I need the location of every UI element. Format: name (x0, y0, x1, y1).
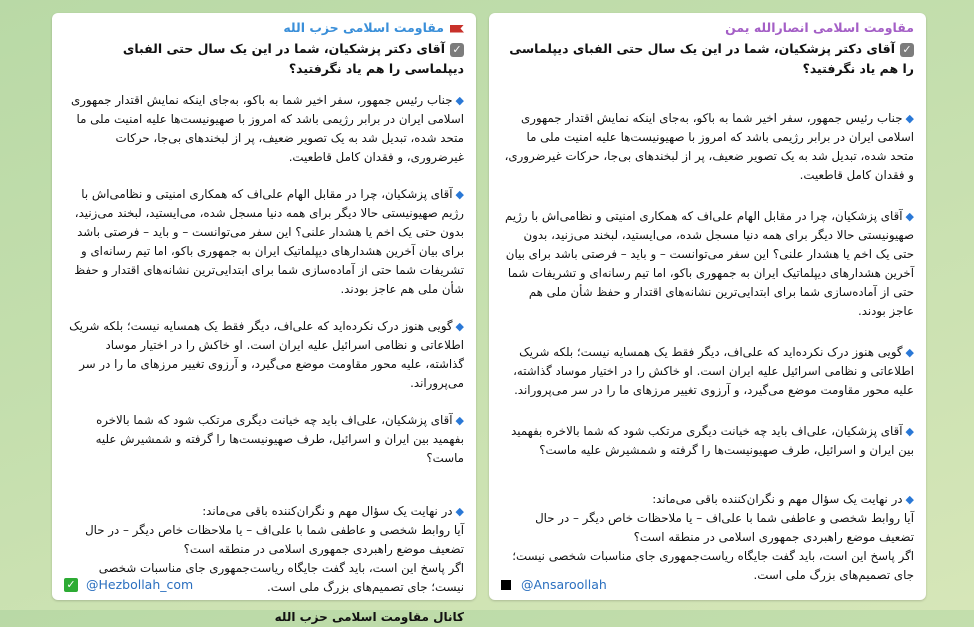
message-card-ansarallah[interactable] (489, 13, 926, 600)
blue-diamond-icon: ◆ (905, 493, 914, 506)
blue-diamond-icon: ◆ (455, 414, 464, 427)
check-box-icon: ✓ (900, 43, 914, 57)
message-card-hezbollah[interactable] (52, 13, 476, 624)
paragraph-3: ◆گویی هنوز درک نکرده‌اید که علی‌اف، دیگر فقط یک همسایه نیست؛ بلکه شریک اطلاعاتی و نظامی اسرائیل علیه ایران است. او خاکش را در اختیار موساد گذاشته، علیه محور مقاومت موضع می‌گیرد، و آرزوی تغییر مرزهای ما را در سر می‌پروراند. (69, 319, 464, 390)
paragraph-5-body: آیا روابط شخصی و عاطفی شما با علی‌اف – یا ملاحظات خاص دیگر – در حال تضعیف موضع راهبردی جمهوری اسلامی در منطقه است؟ (85, 523, 464, 556)
headline: ✓آقای دکتر پزشکیان، شما در این یک سال حتی الفبای دیپلماسی را هم یاد نگرفتید؟ (509, 41, 914, 76)
channel-name[interactable]: مقاومت اسلامی حزب الله (64, 17, 464, 39)
paragraph-5-tail: اگر پاسخ این است، باید گفت جایگاه ریاست‌جمهوری جای مناسبات شخصی نیست؛ جای تصمیم‌های بزرگ ملی است. (98, 561, 464, 594)
red-flag-icon (450, 25, 464, 33)
blue-diamond-icon: ◆ (455, 320, 464, 333)
channel-name[interactable]: مقاومت اسلامی انصارالله یمن (725, 20, 914, 35)
paragraph-1: ◆جناب رئیس جمهور، سفر اخیر شما به باکو، به‌جای اینکه نمایش اقتدار جمهوری اسلامی ایران در برابر رژیمی باشد که امروز با صهیونیست‌ها علیه امنیت ملی ما متحد شده، تبدیل شد به یک تصویر ضعیف، پر از لبخندهای بی‌جا، حرکات غیرضروری، و فقدان کامل قاطعیت. (71, 93, 464, 164)
paragraph-5-body: آیا روابط شخصی و عاطفی شما با علی‌اف – یا ملاحظات خاص دیگر – در حال تضعیف موضع راهبردی جمهوری اسلامی در منطقه است؟ (535, 511, 914, 544)
paragraph-1: ◆جناب رئیس جمهور، سفر اخیر شما به باکو، به‌جای اینکه نمایش اقتدار جمهوری اسلامی ایران در برابر رژیمی باشد که امروز با صهیونیست‌ها علیه امنیت ملی ما متحد شده، تبدیل شد به یک تصویر ضعیف، پر از لبخندهای بی‌جا، حرکات غیرضروری، و فقدان کامل قاطعیت. (504, 111, 914, 182)
paragraph-4: ◆آقای پزشکیان، علی‌اف باید چه خیانت دیگری مرتکب شود که شما بالاخره بفهمید بین ایران و اسرائیل، طرف صهیونیست‌ها را گرفته و شمشیرش علیه ماست؟ (511, 424, 914, 457)
green-check-icon: ✓ (64, 578, 78, 592)
blue-diamond-icon: ◆ (905, 425, 914, 438)
handle-link[interactable]: @Hezbollah_com (86, 577, 194, 592)
blue-diamond-icon: ◆ (455, 188, 464, 201)
signature: کانال مقاومت اسلامی حزب الله (274, 610, 464, 624)
paragraph-2: ◆آقای پزشکیان، چرا در مقابل الهام علی‌اف که همکاری امنیتی و نظامی‌اش با رژیم صهیونیستی حالا دیگر برای همه دنیا مسجل شده، می‌ایستید، لبخند می‌زنید، بدون حتی یک اخم یا هشدار علنی؟ این سفر می‌توانست – و باید – فرصتی باشد برای بیان آخرین هشدارهای دیپلماتیک ایران به جمهوری باکو، اما تیم رسانه‌ای و تشریفات شما حتی از آماده‌سازی شما برای ابتدایی‌ترین نشانه‌های اقتدار و حفظ شأن ملی هم عاجز بودند. (504, 209, 914, 318)
footer-handle[interactable] (501, 576, 914, 592)
paragraph-2: ◆آقای پزشکیان، چرا در مقابل الهام علی‌اف که همکاری امنیتی و نظامی‌اش با رژیم صهیونیستی حالا دیگر برای همه دنیا مسجل شده، می‌ایستید، لبخند می‌زنید، بدون حتی یک اخم یا هشدار علنی؟ این سفر می‌توانست – و باید – فرصتی باشد برای بیان آخرین هشدارهای دیپلماتیک ایران به جمهوری باکو، اما تیم رسانه‌ای و تشریفات شما حتی از آماده‌سازی شما برای ابتدایی‌ترین نشانه‌های اقتدار و حفظ شأن ملی هم عاجز بودند. (74, 187, 464, 296)
paragraph-5-lead: ◆در نهایت یک سؤال مهم و نگران‌کننده باقی می‌ماند: (202, 504, 464, 518)
blue-diamond-icon: ◆ (455, 94, 464, 107)
blue-diamond-icon: ◆ (905, 346, 914, 359)
paragraph-5-lead: ◆در نهایت یک سؤال مهم و نگران‌کننده باقی می‌ماند: (652, 492, 914, 506)
headline: ✓آقای دکتر پزشکیان، شما در این یک سال حتی الفبای دیپلماسی را هم یاد نگرفتید؟ (122, 41, 464, 76)
check-box-icon: ✓ (450, 43, 464, 57)
paragraph-5-tail: اگر پاسخ این است، باید گفت جایگاه ریاست‌جمهوری جای مناسبات شخصی نیست؛ جای تصمیم‌های بزرگ ملی است. (512, 549, 914, 582)
blue-diamond-icon: ◆ (905, 210, 914, 223)
handle-link[interactable]: @Ansaroollah (521, 577, 607, 592)
paragraph-4: ◆آقای پزشکیان، علی‌اف باید چه خیانت دیگری مرتکب شود که شما بالاخره بفهمید بین ایران و اسرائیل، طرف صهیونیست‌ها را گرفته و شمشیرش علیه ماست؟ (95, 413, 464, 465)
footer-handle[interactable] (64, 576, 464, 592)
blue-diamond-icon: ◆ (455, 505, 464, 518)
paragraph-3: ◆گویی هنوز درک نکرده‌اید که علی‌اف، دیگر فقط یک همسایه نیست؛ بلکه شریک اطلاعاتی و نظامی اسرائیل علیه ایران است. او خاکش را در اختیار موساد گذاشته، علیه محور مقاومت موضع می‌گیرد، و آرزوی تغییر مرزهای ما را در سر می‌پروراند. (513, 345, 914, 397)
black-square-icon (501, 580, 511, 590)
blue-diamond-icon: ◆ (905, 112, 914, 125)
